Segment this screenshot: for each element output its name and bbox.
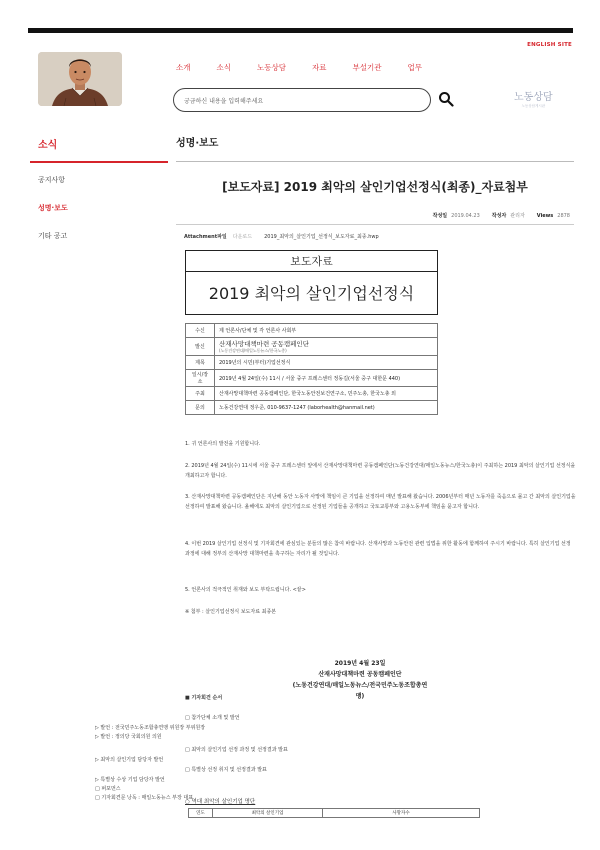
program-list [185,746,288,755]
table-row [189,809,480,818]
table-key: 발신 [186,338,215,356]
search-placeholder: 궁금하신 내용을 입력해주세요 [184,97,264,105]
table-header: 최악의 살인기업 [213,809,323,818]
page-title: 성명·보도 [176,138,219,149]
sender-org: 산재사망대책마련 공동캠페인단 [219,340,309,348]
table-value: 제 언론사/단체 및 각 언론사 사회부 [215,324,438,338]
program-list [185,714,240,723]
attachment-file-link[interactable]: 2019_최악의_살인기업_선정식_보도자료_최종.hwp [264,234,379,240]
section-divider [176,161,574,162]
table-value: 산재사망대책마련 공동캠페인단, 한국노동안전보건연구소, 민주노총, 한국노총 외 [215,387,438,401]
post-title: [보도자료] 2019 최악의 살인기업선정식(최종)_자료첨부 [222,180,528,194]
meta-author: 관리자 [510,213,525,219]
press-release-box [185,250,438,415]
program-list [95,724,205,742]
table-row [186,401,438,415]
press-info-table [185,323,438,415]
table-row [186,356,438,370]
press-title: 2019 최악의 살인기업선정식 [185,272,438,315]
program-list [95,776,193,803]
table-value [215,338,438,356]
meta-views-label: Views [536,213,554,219]
nav-about[interactable]: 소개 [176,63,191,72]
list-item: □ 최악의 살인기업 선정 과정 및 선정결과 발표 [185,747,288,753]
sidebar-menu [38,175,68,259]
program-heading: ■ 기자회견 순서 [185,695,223,701]
signature-members: (노동건강연대/매일노동뉴스/전국민주노동조합총연맹) [292,682,428,700]
nav-work[interactable]: 업무 [407,63,422,72]
nav-labor-consult[interactable]: 노동상담 [257,63,286,72]
table-value: 2019년의 시민(부터)기업선정식 [215,356,438,370]
table-key: 제목 [186,356,215,370]
portrait-illustration [38,52,122,106]
attachment-row [184,233,379,240]
list-item: □ 기자회견문 낭독 : 매일노동뉴스 부장 대표 [95,795,194,801]
consult-sub-label: 노동상담게시판 [521,104,546,108]
top-bar [28,28,573,33]
nav-news[interactable]: 소식 [216,63,231,72]
sender-members: (노동건강연대/매일노동뉴스/한국노총) [219,348,287,353]
list-item: □ 퍼포먼스 [95,786,121,792]
table-row [186,324,438,338]
list-item: ▷ 최악의 살인기업 담당자 발언 [95,757,164,763]
signature-org: 산재사망대책마련 공동캠페인단 [318,671,402,678]
table-key: 수신 [186,324,215,338]
meta-author-label: 작성자 [491,213,507,219]
ranking-table [188,808,480,818]
program-list [185,766,267,775]
consult-label: 노동상담 [514,92,553,103]
list-item: ▷ 발언 : 정의당 국회의원 의원 [95,734,162,740]
attachment-download-label: 다운로드 [232,234,253,240]
program-list [95,756,163,765]
nav-resources[interactable]: 자료 [311,63,327,72]
body-paragraph-1: 1. 귀 언론사의 발전을 기원합니다. [185,441,261,447]
list-item: ▷ 특별상 수상 기업 담당자 발언 [95,777,165,783]
labor-consult-button[interactable] [514,88,553,109]
signature-date: 2019년 4월 23일 [334,660,386,667]
sidebar-divider [30,161,168,163]
body-paragraph-4: 4. 이번 2019 살인기업 선정식 및 기자회견에 관심있는 분들의 많은 참여 바랍니다. 산재사망과 노동안전 관련 입법을 위한 활동에 함께하여 주시기 바랍니다. 특히 살인기업 선정 과정에 대해 정부의 산재사망 대책마련을 촉구하는 자리가 될 것입니다. [185,541,571,557]
meta-date: 2019.04.23 [451,213,480,219]
body-paragraph-5: 5. 언론사의 적극적인 취재와 보도 부탁드립니다. <끝> [185,587,306,593]
nav-affiliates[interactable]: 부설기관 [352,63,382,72]
search-input[interactable] [173,88,431,112]
press-header: 보도자료 [185,250,438,272]
body-paragraph-3: 3. 산재사망대책마련 공동캠페인단은 지난해 동안 노동자 사망에 책임이 큰 기업을 선정하여 매년 발표해 왔습니다. 2006년부터 매년 노동자를 죽음으로 몰고 간 최악의 살인기업을 선정하여 발표해 왔습니다. 올해에도 최악의 살인기업으로 선정된 기업들을 공개하고 국토교통부와 고용노동부에 책임을 묻고자 합니다. [185,494,576,510]
table-row [186,387,438,401]
sidebar-item-other-notices[interactable]: 기타 공고 [38,232,68,240]
body-attachment-note: ※ 첨부 : 살인기업선정식 보도자료 최종본 [185,609,277,615]
list-item: □ 참가단체 소개 및 발언 [185,715,240,721]
meta-views: 2878 [557,213,570,219]
english-site-link[interactable]: ENGLISH SITE [527,42,572,48]
main-nav [176,62,448,73]
table-row [186,370,438,387]
table-key: 문의 [186,401,215,415]
post-meta [433,212,570,219]
table-key: 주최 [186,387,215,401]
meta-date-label: 작성일 [432,213,448,219]
table-row [186,338,438,356]
sidebar-item-notices[interactable]: 공지사항 [38,176,66,184]
table-key: 일시/장소 [186,370,215,387]
attachment-label: Attachment파일 [184,234,227,240]
table-header: 사망자수 [323,809,480,818]
meta-divider [176,224,574,225]
portrait-logo[interactable] [38,52,122,106]
body-paragraph-2: 2. 2019년 4월 24일(수) 11시에 서울 중구 프레스센터 앞에서 산재사망대책마련 공동캠페인단(노동건강연대/매일노동뉴스/한국노총)이 주최하는 2019 최악의 살인기업 선정식을 개최하고자 합니다. [185,463,576,479]
ranking-title: ○ 역대 최악의 살인기업 명단 [185,799,256,805]
table-value: 2019년 4월 24일(수) 11시 / 서울 중구 프레스센터 정동길(서울 중구 대한문 440) [215,370,438,387]
table-value: 노동건강연대 정우준, 010-9637-1247 (laborhealth@hanmail.net) [215,401,438,415]
list-item: □ 특별상 선정 취지 및 선정결과 발표 [185,767,267,773]
table-header: 연도 [189,809,213,818]
sidebar-item-statements[interactable]: 성명·보도 [38,204,68,212]
sidebar-title: 소식 [38,140,58,151]
list-item: ▷ 발언 : 전국민주노동조합총연맹 위원장 부위원장 [95,725,206,731]
search-icon[interactable] [438,91,454,107]
signature-block [290,658,430,702]
